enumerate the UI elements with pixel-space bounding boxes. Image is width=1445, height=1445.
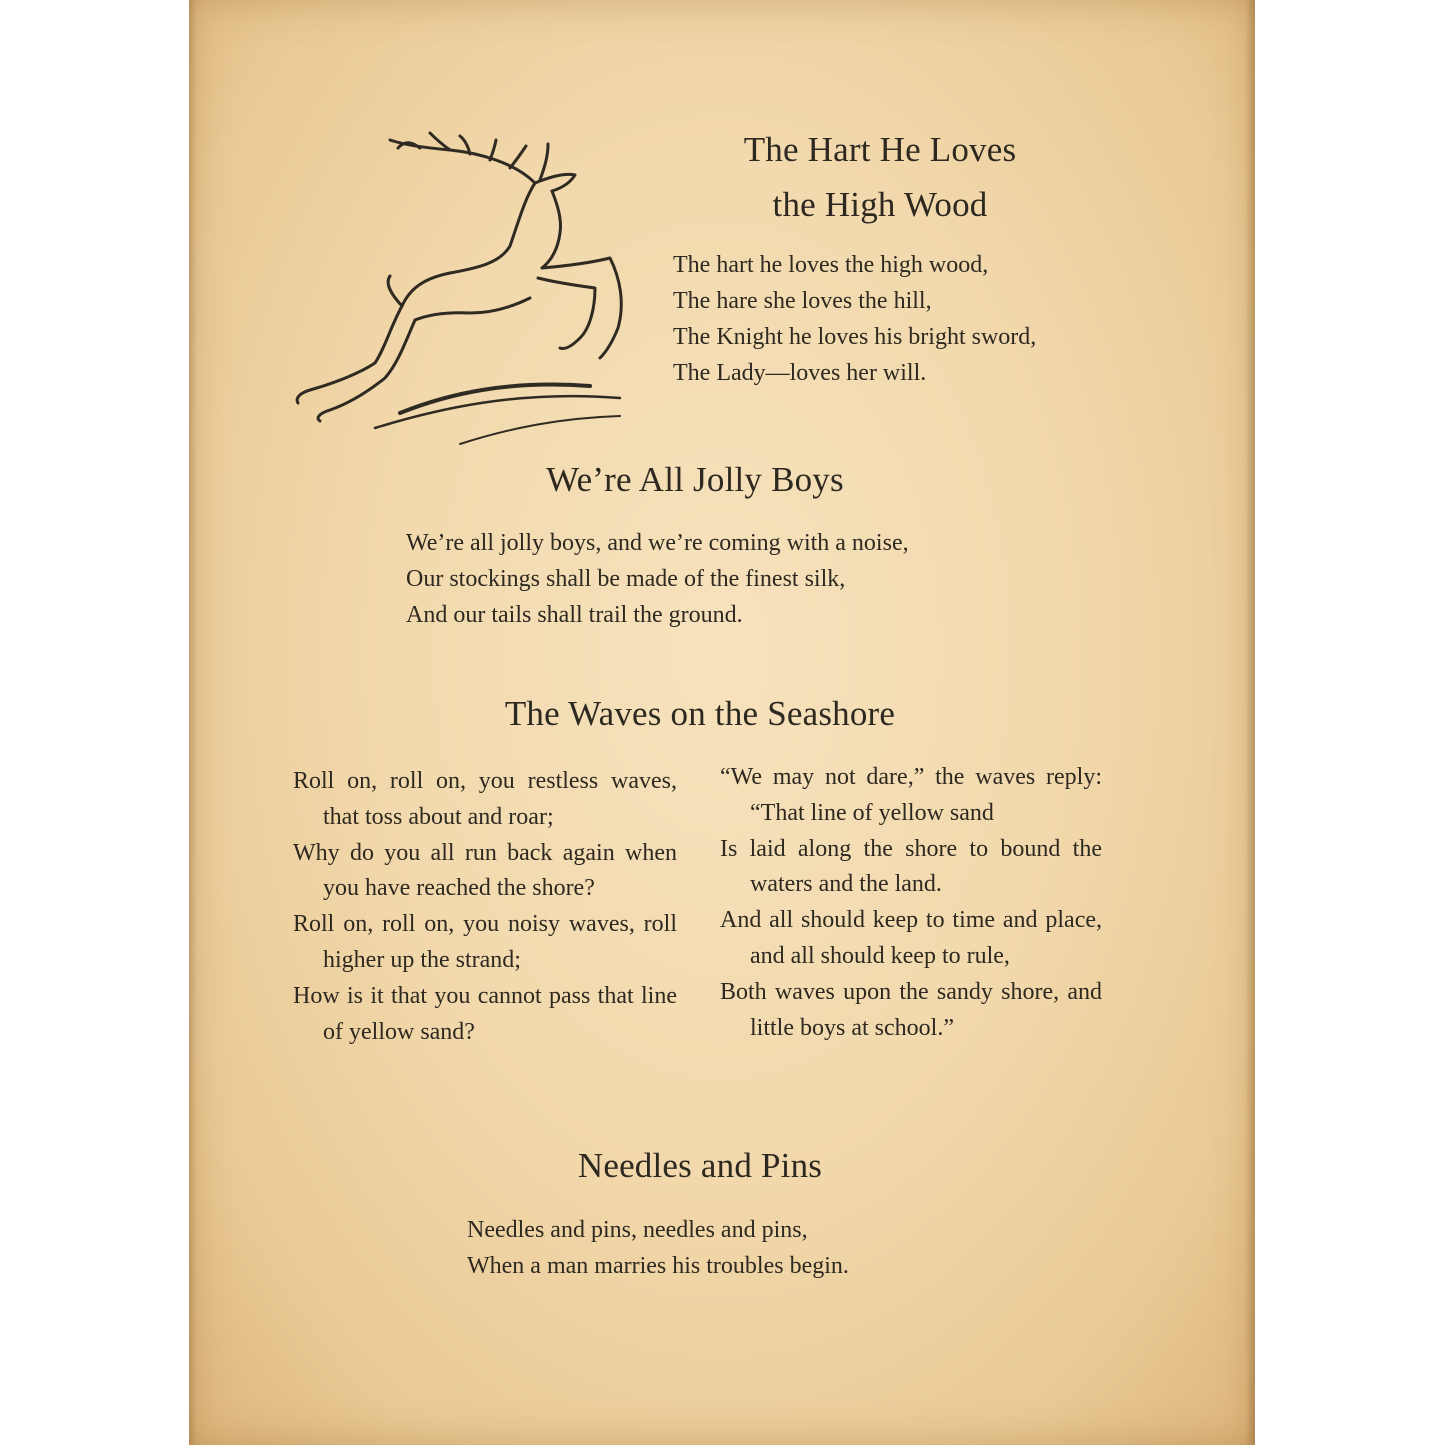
poem-stanza: “We may not dare,” the waves reply: “That line of yellow sand	[720, 764, 1102, 826]
poem-stanza: How is it that you cannot pass that line of yellow sand?	[293, 982, 677, 1045]
poem-stanza: Both waves upon the sandy shore, and little boys at school.”	[720, 978, 1102, 1041]
poem-line: And our tails shall trail the ground.	[406, 602, 743, 628]
poem-stanza: Roll on, roll on, you noisy waves, roll higher up the strand;	[293, 911, 677, 973]
poem-title-waves: The Waves on the Seashore	[504, 694, 896, 733]
poem-line: Our stockings shall be made of the finest silk,	[406, 566, 846, 592]
poem-line: The Knight he loves his bright sword,	[673, 324, 1037, 350]
waves-left-column	[293, 764, 677, 1050]
page-edge-shadow-left	[189, 0, 197, 1445]
poem-stanza: Is laid along the shore to bound the waters and the land.	[720, 835, 1102, 898]
poem-title-hart-line2: the High Wood	[772, 185, 988, 224]
poem-stanza: And all should keep to time and place, and all should keep to rule,	[720, 907, 1102, 969]
poem-stanza: Roll on, roll on, you restless waves, that toss about and roar;	[293, 768, 677, 830]
leaping-deer-illustration	[290, 128, 635, 448]
poem-line: The hare she loves the hill,	[673, 288, 932, 314]
poem-line: Needles and pins, needles and pins,	[467, 1217, 808, 1243]
poem-title-jolly: We’re All Jolly Boys	[546, 460, 844, 499]
poem-line: The Lady—loves her will.	[673, 360, 927, 386]
poem-line: The hart he loves the high wood,	[673, 252, 989, 278]
poem-title-hart-line1: The Hart He Loves	[743, 130, 1017, 169]
poem-title-hart	[700, 122, 1060, 232]
poem-line: We’re all jolly boys, and we’re coming with a noise,	[406, 530, 909, 556]
poem-stanza: Why do you all run back again when you have reached the shore?	[293, 839, 677, 902]
page-edge-shadow-right	[1245, 0, 1255, 1445]
waves-right-column	[720, 760, 1102, 1046]
poem-line: When a man marries his troubles begin.	[467, 1253, 849, 1279]
poem-title-needles: Needles and Pins	[577, 1146, 823, 1185]
